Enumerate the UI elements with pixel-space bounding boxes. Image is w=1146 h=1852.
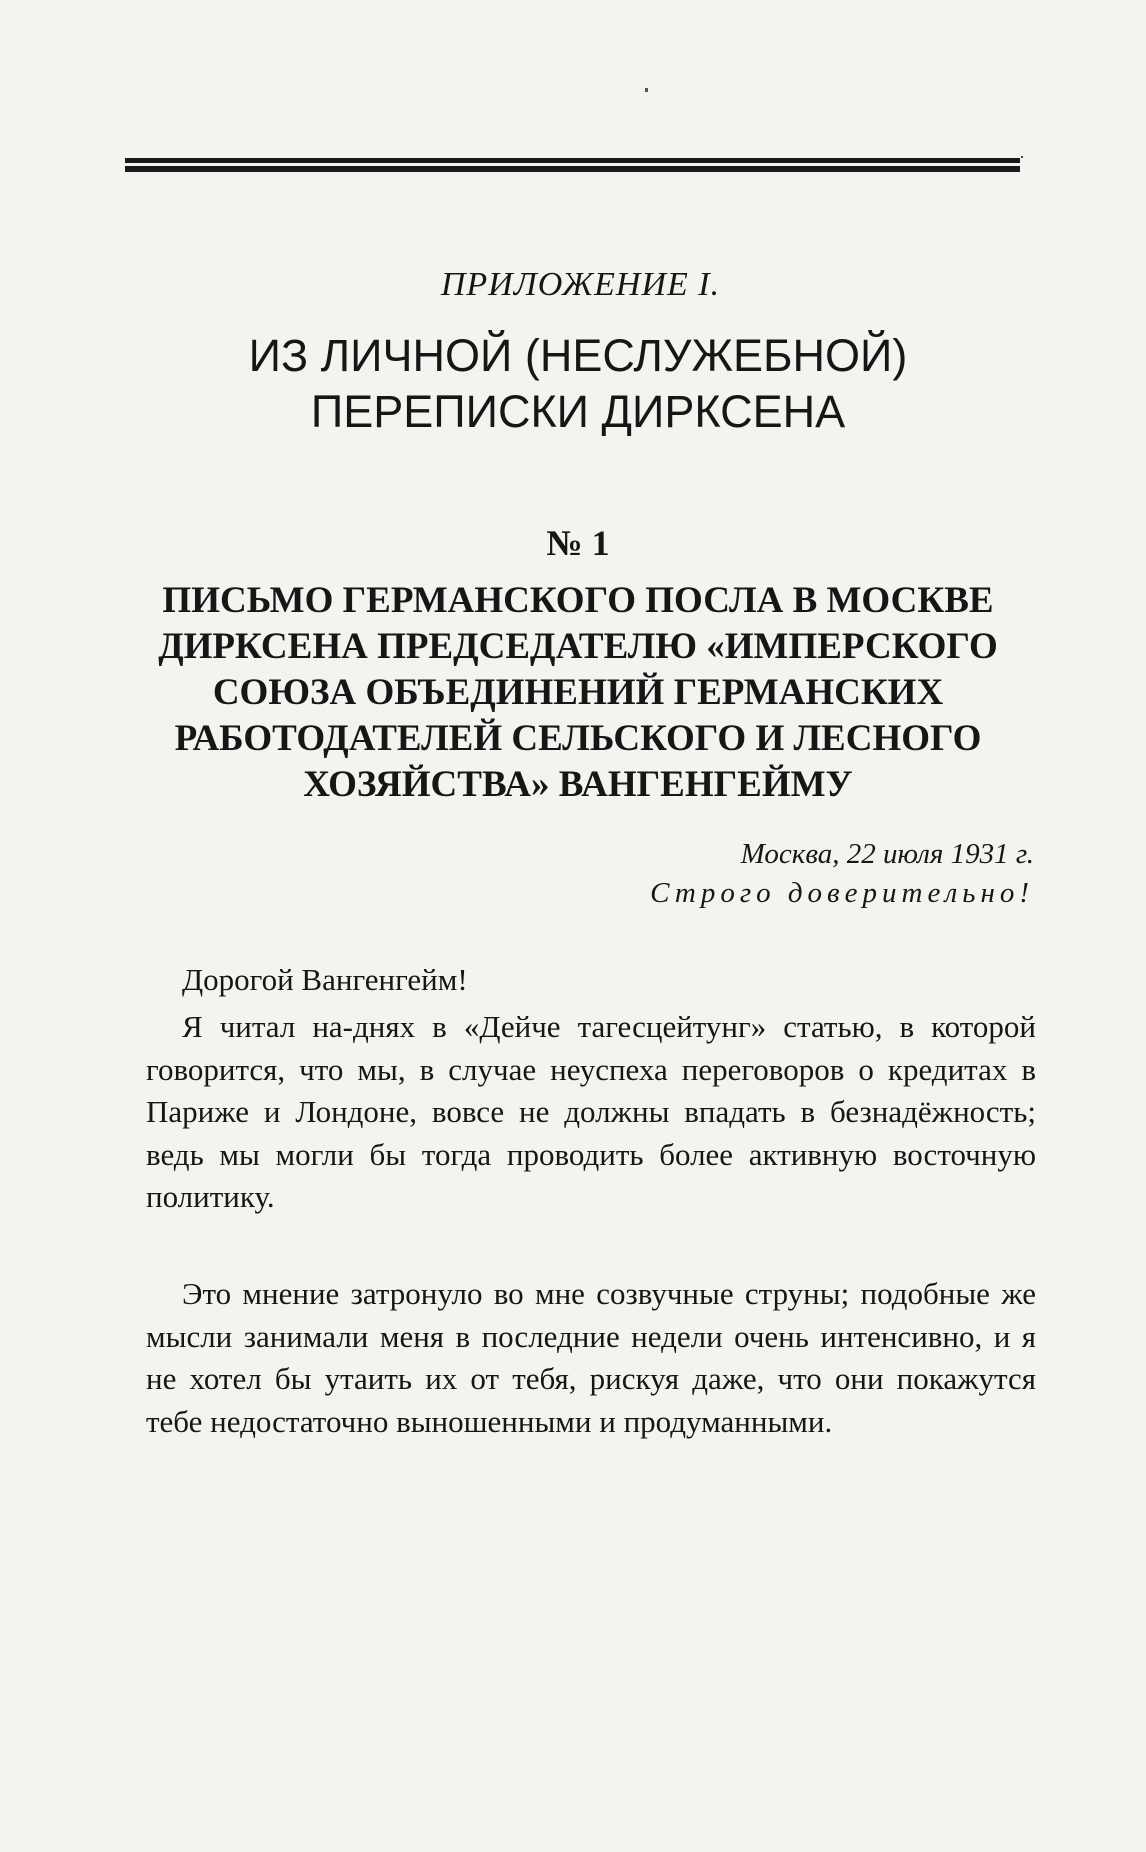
body-paragraph: Это мнение затронуло во мне созвучные струны; подобные же мысли занимали меня в последние недели очень интенсивно, и я не хотел бы утаить их от тебя, рискуя даже, что они покажутся тебе недостаточно выношенными и продуманными. — [146, 1276, 1036, 1439]
header-rule — [125, 158, 1020, 172]
print-speck — [645, 88, 648, 92]
rule-end-mark: · — [1019, 147, 1025, 167]
section-title-line: ПЕРЕПИСКИ ДИРКСЕНА — [310, 386, 846, 437]
letter-title-line: РАБОТОДАТЕЛЕЙ СЕЛЬСКОГО И ЛЕСНОГО — [174, 718, 982, 759]
letter-title-line: ХОЗЯЙСТВА» ВАНГЕНГЕЙМУ — [303, 764, 853, 805]
body-paragraph: Я читал на-днях в «Дейче тагесцейтунг» статью, в которой говорится, что мы, в случае неуспеха переговоров о кредитах в Париже и Лондоне, вовсе не должны впадать в безнадёжность; ведь мы могли бы тогда проводить более активную восточную политику. — [146, 1009, 1036, 1214]
letter-title-line: ДИРКСЕНА ПРЕДСЕДАТЕЛЮ «ИМПЕРСКОГО — [158, 626, 998, 667]
place-date: Москва, 22 июля 1931 г. — [740, 838, 1034, 870]
section-title-line: ИЗ ЛИЧНОЙ (НЕСЛУЖЕБНОЙ) — [248, 330, 908, 381]
section-title — [0, 328, 1146, 440]
appendix-label: ПРИЛОЖЕНИЕ I. — [440, 266, 721, 303]
document-number: № 1 — [546, 523, 610, 563]
letter-title-line: ПИСЬМО ГЕРМАНСКОГО ПОСЛА В МОСКВЕ — [162, 580, 994, 621]
letter-title — [0, 578, 1146, 808]
letter-title-line: СОЮЗА ОБЪЕДИНЕНИЙ ГЕРМАНСКИХ — [212, 672, 944, 713]
salutation: Дорогой Вангенгейм! — [182, 962, 468, 997]
classification-note: Строго доверительно! — [650, 877, 1034, 909]
